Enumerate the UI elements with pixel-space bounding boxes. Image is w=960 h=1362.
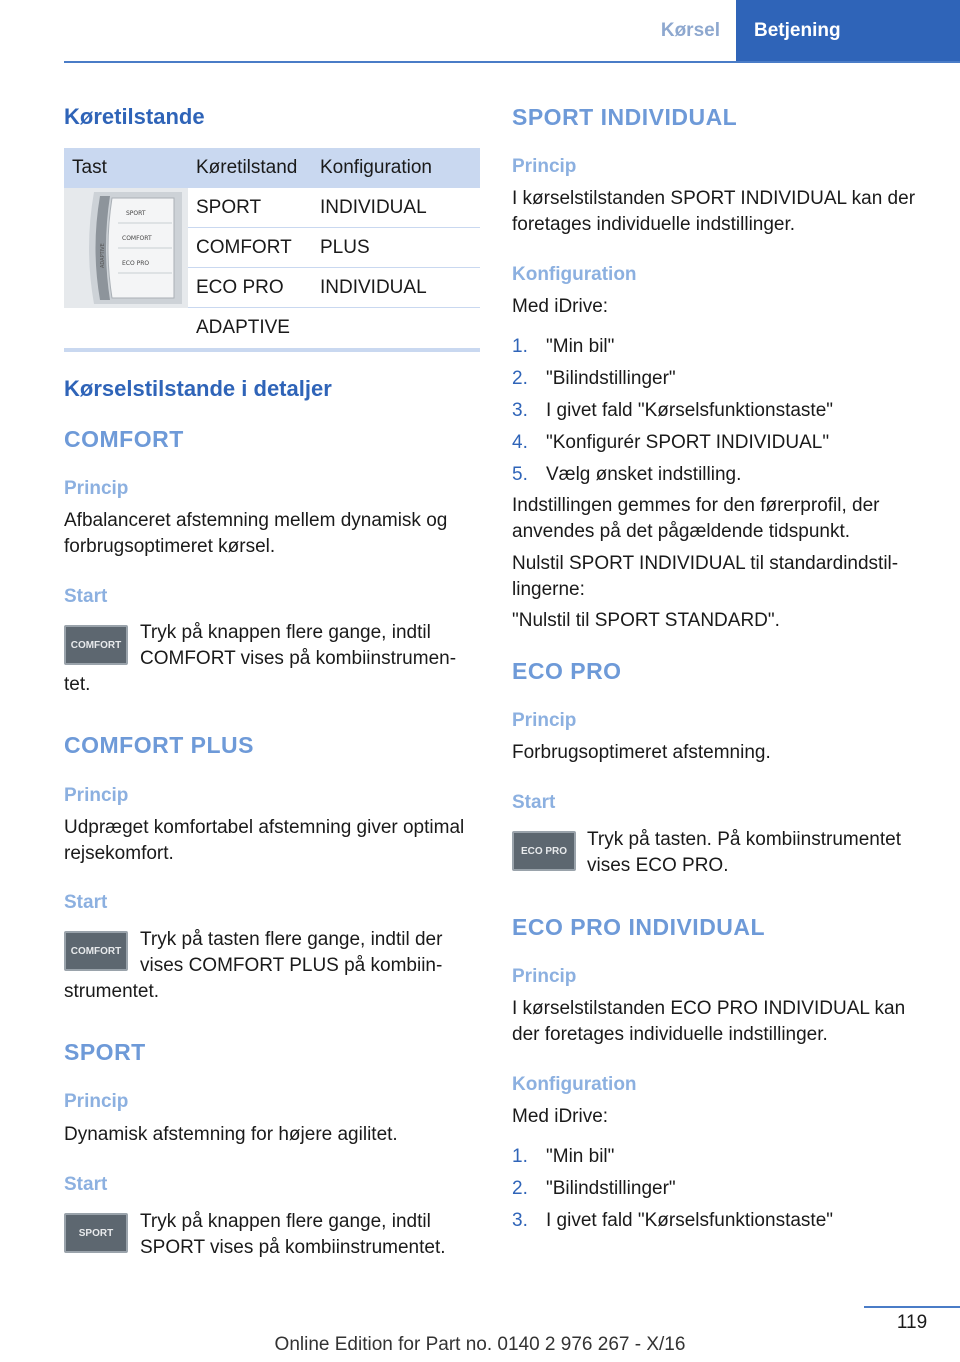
table-row bbox=[64, 188, 480, 228]
comfort-plus-heading: COMFORT PLUS bbox=[64, 732, 254, 758]
table-cell: INDIVIDUAL bbox=[312, 188, 480, 228]
header-current-section[interactable]: Betjening bbox=[736, 0, 960, 61]
eco-pro-heading: ECO PRO bbox=[512, 658, 622, 684]
step-number: 3. bbox=[512, 400, 528, 421]
footer-rule bbox=[864, 1306, 960, 1308]
step-number: 5. bbox=[512, 464, 528, 485]
sport-individual-princip-label: Princip bbox=[512, 156, 577, 177]
eco-pro-individual-princip-text: I kørselstilstanden ECO PRO INDIVIDUAL kan der foretages individuelle indstillinger. bbox=[512, 998, 906, 1045]
comfort-plus-start-line-3: strumentet. bbox=[64, 981, 160, 1002]
eco-pro-individual-steps bbox=[512, 1144, 833, 1240]
table-cell bbox=[312, 308, 480, 348]
sport-button-image: SPORT bbox=[64, 1213, 128, 1253]
sport-start-line-1: Tryk på knappen flere gange, indtil bbox=[140, 1211, 431, 1232]
eco-pro-individual-heading: ECO PRO INDIVIDUAL bbox=[512, 914, 766, 940]
sport-heading: SPORT bbox=[64, 1039, 146, 1065]
step-number: 1. bbox=[512, 336, 528, 357]
comfort-plus-princip-label: Princip bbox=[64, 785, 129, 806]
list-item bbox=[512, 1144, 833, 1176]
comfort-heading: COMFORT bbox=[64, 426, 184, 452]
table-cell: COMFORT bbox=[188, 228, 312, 268]
page-title: Køretilstande bbox=[64, 104, 205, 129]
mode-selector-switch-image bbox=[64, 188, 188, 308]
header-section[interactable]: Kørsel bbox=[660, 19, 720, 41]
step-text: Vælg ønsket indstilling. bbox=[546, 464, 742, 485]
step-text: I givet fald "Kørselsfunktionstaste" bbox=[546, 1210, 834, 1231]
sport-individual-config-intro: Med iDrive: bbox=[512, 296, 609, 317]
knob-label-comfort: COMFORT bbox=[122, 235, 152, 242]
table-bottom-rule bbox=[64, 348, 480, 352]
sport-individual-steps bbox=[512, 334, 833, 494]
knob-label-adaptive: ADAPTIVE bbox=[100, 243, 106, 268]
sport-individual-after-2: Nulstil SPORT INDIVIDUAL til standardindstillingerne: bbox=[512, 553, 899, 600]
table-header-cell: Konfiguration bbox=[312, 148, 480, 188]
header-rule bbox=[64, 61, 960, 63]
step-number: 4. bbox=[512, 432, 528, 453]
knob-label-sport: SPORT bbox=[126, 210, 146, 217]
list-item bbox=[512, 1176, 833, 1208]
page-number: 119 bbox=[896, 1312, 928, 1333]
sport-princip-text: Dynamisk afstemning for højere agilitet. bbox=[64, 1124, 398, 1145]
sport-individual-after-3: "Nulstil til SPORT STANDARD". bbox=[512, 610, 780, 631]
sport-start-line-2: SPORT vises på kombiinstrumentet. bbox=[140, 1237, 446, 1258]
comfort-start-line-1: Tryk på knappen flere gange, indtil bbox=[140, 622, 431, 643]
step-number: 1. bbox=[512, 1146, 528, 1167]
step-text: "Min bil" bbox=[546, 1146, 615, 1167]
list-item bbox=[512, 1208, 833, 1240]
comfort-plus-start-label: Start bbox=[64, 892, 108, 913]
comfort-princip-text: Afbalanceret afstemning mellem dynamisk og forbrugsoptimeret kørsel. bbox=[64, 510, 448, 557]
details-heading: Kørselstilstande i detaljer bbox=[64, 376, 332, 401]
comfort-start-line-3: tet. bbox=[64, 674, 91, 695]
eco-pro-individual-config-label: Konfiguration bbox=[512, 1074, 637, 1095]
table-cell: PLUS bbox=[312, 228, 480, 268]
table-header-row bbox=[64, 148, 480, 188]
knob-label-eco-pro: ECO PRO bbox=[122, 260, 150, 267]
sport-individual-princip-text: I kørselstilstanden SPORT INDIVIDUAL kan der foretages individuelle indstillinger. bbox=[512, 188, 916, 235]
step-text: "Min bil" bbox=[546, 336, 615, 357]
list-item bbox=[512, 366, 833, 398]
list-item bbox=[512, 430, 833, 462]
step-text: "Bilindstillinger" bbox=[546, 368, 676, 389]
table-cell: INDIVIDUAL bbox=[312, 268, 480, 308]
eco-pro-button-image: ECO PRO bbox=[512, 831, 576, 871]
step-text: "Bilindstillinger" bbox=[546, 1178, 676, 1199]
comfort-button-image: COMFORT bbox=[64, 625, 128, 665]
eco-pro-individual-config-intro: Med iDrive: bbox=[512, 1106, 609, 1127]
comfort-princip-label: Princip bbox=[64, 478, 129, 499]
mode-selector-image-cell bbox=[64, 188, 188, 347]
step-text: I givet fald "Kørselsfunktionstaste" bbox=[546, 400, 834, 421]
footer-edition: Online Edition for Part no. 0140 2 976 267 - X/16 bbox=[274, 1334, 686, 1355]
comfort-plus-button-image: COMFORT bbox=[64, 931, 128, 971]
eco-pro-start-line-2: vises ECO PRO. bbox=[587, 855, 729, 876]
sport-start-label: Start bbox=[64, 1174, 108, 1195]
sport-individual-after-1: Indstillingen gemmes for den førerprofil, der anvendes på det pågældende tidspunkt. bbox=[512, 495, 880, 542]
list-item bbox=[512, 334, 833, 366]
eco-pro-princip-text: Forbrugsoptimeret afstemning. bbox=[512, 742, 771, 763]
sport-individual-config-label: Konfiguration bbox=[512, 264, 637, 285]
comfort-start-label: Start bbox=[64, 586, 108, 607]
eco-pro-princip-label: Princip bbox=[512, 710, 577, 731]
sport-princip-label: Princip bbox=[64, 1091, 129, 1112]
eco-pro-start-label: Start bbox=[512, 792, 556, 813]
table-cell: ECO PRO bbox=[188, 268, 312, 308]
step-number: 2. bbox=[512, 1178, 528, 1199]
comfort-plus-princip-text: Udpræget komfortabel afstemning giver optimal rejsekomfort. bbox=[64, 817, 465, 864]
table-cell: SPORT bbox=[188, 188, 312, 228]
sport-individual-heading: SPORT INDIVIDUAL bbox=[512, 104, 738, 130]
table-cell: ADAPTIVE bbox=[196, 316, 290, 338]
step-text: "Konfigurér SPORT INDIVIDUAL" bbox=[546, 432, 830, 453]
step-number: 2. bbox=[512, 368, 528, 389]
eco-pro-start-line-1: Tryk på tasten. På kombiinstrumentet bbox=[587, 829, 901, 850]
step-number: 3. bbox=[512, 1210, 528, 1231]
table-header-cell: Tast bbox=[64, 148, 188, 188]
list-item bbox=[512, 462, 833, 494]
comfort-plus-start-line-1: Tryk på tasten flere gange, indtil der bbox=[140, 929, 443, 950]
comfort-start-line-2: COMFORT vises på kombiinstrumen- bbox=[140, 648, 457, 669]
modes-table bbox=[64, 148, 480, 347]
comfort-plus-start-line-2: vises COMFORT PLUS på kombiin- bbox=[140, 955, 443, 976]
eco-pro-individual-princip-label: Princip bbox=[512, 966, 577, 987]
table-header-cell: Køretilstand bbox=[188, 148, 312, 188]
list-item bbox=[512, 398, 833, 430]
